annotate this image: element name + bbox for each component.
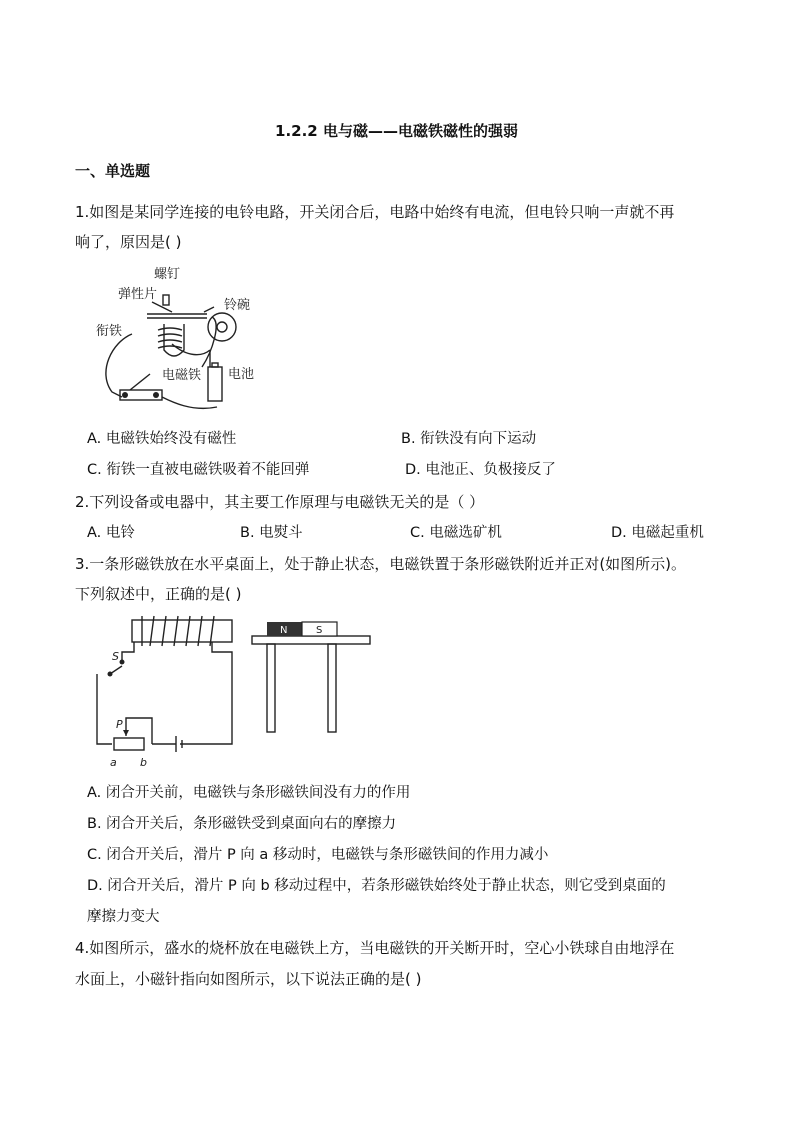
- question-1-option-b[interactable]: B. 衔铁没有向下运动: [401, 431, 537, 447]
- electric-bell-figure: [92, 262, 272, 412]
- label-switch-s: S: [112, 650, 119, 663]
- question-1-option-c[interactable]: C. 衔铁一直被电磁铁吸着不能回弹: [87, 462, 310, 478]
- label-bell-bowl: 铃碗: [224, 298, 251, 313]
- label-battery: 电池: [228, 367, 255, 382]
- question-1-line-2: 响了，原因是( ): [75, 233, 182, 251]
- question-2-option-a[interactable]: A. 电铃: [87, 525, 135, 541]
- label-screw: 螺钉: [154, 267, 181, 282]
- question-2-option-b[interactable]: B. 电熨斗: [240, 525, 303, 541]
- label-spring-piece: 弹性片: [118, 287, 158, 302]
- question-3-option-b[interactable]: B. 闭合开关后，条形磁铁受到桌面向右的摩擦力: [87, 816, 397, 832]
- question-2-line-1: 2.下列设备或电器中，其主要工作原理与电磁铁无关的是（ ）: [75, 493, 485, 511]
- question-1-line-1: 1.如图是某同学连接的电铃电路，开关闭合后，电路中始终有电流，但电铃只响一声就不再: [75, 203, 675, 221]
- page-title: 1.2.2 电与磁——电磁铁磁性的强弱: [275, 122, 518, 140]
- label-north-pole: N: [280, 625, 288, 636]
- question-2-option-c[interactable]: C. 电磁选矿机: [410, 525, 502, 541]
- question-4-line-2: 水面上，小磁针指向如图所示，以下说法正确的是( ): [75, 970, 422, 988]
- section-heading: 一、单选题: [75, 162, 151, 180]
- question-3-option-a[interactable]: A. 闭合开关前，电磁铁与条形磁铁间没有力的作用: [87, 785, 411, 801]
- label-electromagnet: 电磁铁: [162, 368, 202, 383]
- question-1-option-a[interactable]: A. 电磁铁始终没有磁性: [87, 431, 237, 447]
- label-south-pole: S: [316, 625, 323, 636]
- question-3-option-d[interactable]: D. 闭合开关后，滑片 P 向 b 移动过程中，若条形磁铁始终处于静止状态，则它受到桌面的: [87, 878, 666, 894]
- question-1-option-d[interactable]: D. 电池正、负极接反了: [405, 462, 556, 478]
- label-slider-p: P: [116, 718, 123, 731]
- question-3-line-1: 3.一条形磁铁放在水平桌面上，处于静止状态，电磁铁置于条形磁铁附近并正对(如图所示)。: [75, 555, 687, 573]
- question-2-option-d[interactable]: D. 电磁起重机: [611, 525, 704, 541]
- question-3-option-d-continued: 摩擦力变大: [87, 909, 160, 925]
- label-end-a: a: [110, 756, 117, 769]
- question-3-line-2: 下列叙述中，正确的是( ): [75, 585, 242, 603]
- label-end-b: b: [140, 756, 147, 769]
- label-armature: 衔铁: [96, 324, 123, 339]
- electromagnet-circuit-figure: [92, 612, 382, 772]
- question-3-option-c[interactable]: C. 闭合开关后，滑片 P 向 a 移动时，电磁铁与条形磁铁间的作用力减小: [87, 847, 549, 863]
- question-4-line-1: 4.如图所示，盛水的烧杯放在电磁铁上方，当电磁铁的开关断开时，空心小铁球自由地浮在: [75, 939, 675, 957]
